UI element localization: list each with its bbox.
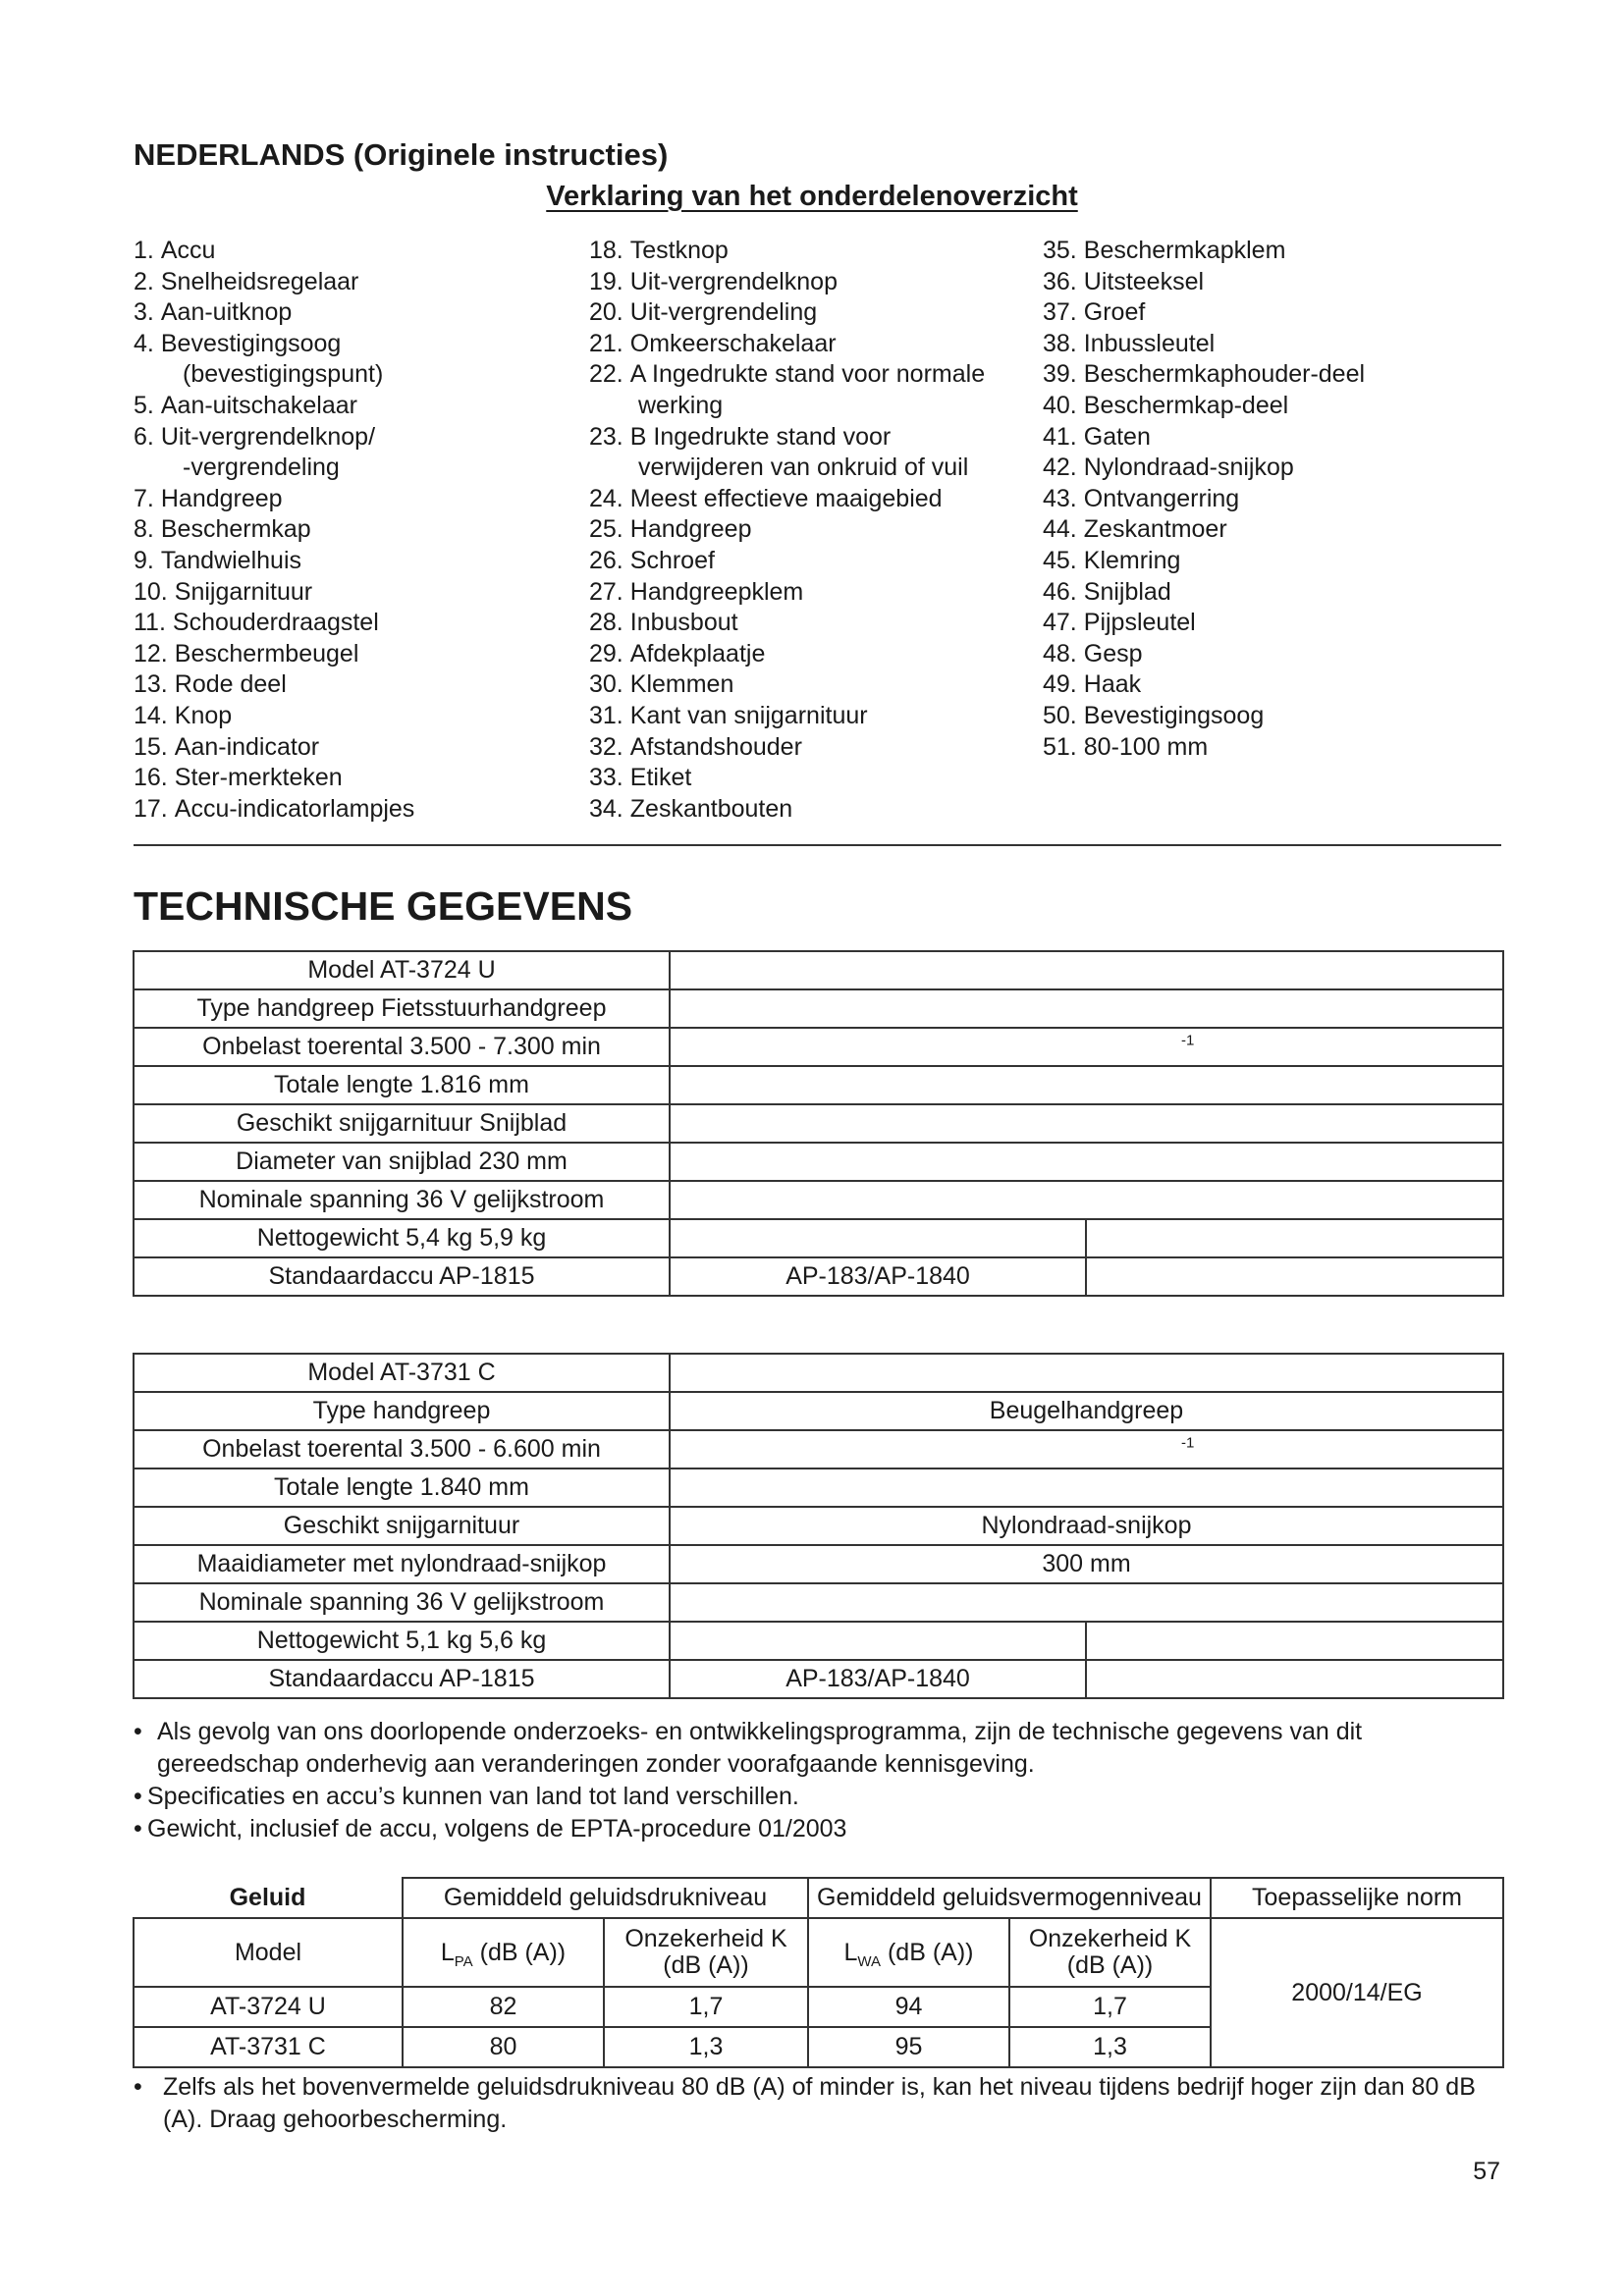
section-divider bbox=[134, 844, 1501, 846]
part-label: 20. bbox=[589, 298, 623, 327]
list-item: 37. Groef bbox=[1043, 297, 1514, 329]
list-item: 45. Klemring bbox=[1043, 546, 1514, 577]
list-item: 26. Schroef bbox=[589, 546, 1031, 577]
part-label: 8. bbox=[134, 515, 154, 544]
list-item: • Gewicht, inclusief de accu, volgens de EPTA-procedure 01/2003 bbox=[134, 1815, 847, 1842]
list-item: 24. Meest effectieve maaigebied bbox=[589, 484, 1031, 515]
list-item: 4. Bevestigingsoog bbox=[134, 329, 566, 360]
list-item: • Als gevolg van ons doorlopende onderzoeks- en ontwikkelingsprogramma, zijn de technische gegevens van dit gereedschap onderhevig aan veranderingen zonder voorafgaande kennisgeving. bbox=[134, 1718, 1363, 1778]
part-label: 2. bbox=[134, 267, 154, 295]
part-label: 25. bbox=[589, 515, 623, 544]
lpa-header: $L_{PA}$ (dB (A)) bbox=[403, 1918, 604, 1987]
list-item: 17. Accu-indicatorlampjes bbox=[134, 794, 566, 826]
part-label: 22. bbox=[589, 360, 623, 389]
list-item: 32. Afstandshouder bbox=[589, 732, 1031, 764]
cutting-tool: Geschikt snijgarnituur bbox=[134, 1507, 670, 1545]
no-load-speed: Onbelast toerental 3.500 - 6.600 min bbox=[134, 1430, 670, 1468]
list-item: 40. Beschermkap-deel bbox=[1043, 391, 1514, 422]
table-row bbox=[134, 1392, 1503, 1430]
list-item: 19. Uit-vergrendelknop bbox=[589, 267, 1031, 298]
table-row bbox=[134, 1066, 1503, 1104]
list-item: 13. Rode deel bbox=[134, 669, 566, 701]
spec-notes bbox=[134, 1716, 1503, 1845]
part-label: 31. bbox=[589, 701, 623, 729]
table-row bbox=[134, 1878, 1503, 1918]
list-item: 51. 80-100 mm bbox=[1043, 732, 1514, 764]
battery-value: AP-183/AP-1840 bbox=[670, 1257, 1086, 1296]
standard-battery: Standaardaccu AP-1815 bbox=[134, 1660, 670, 1698]
table-row bbox=[134, 1181, 1503, 1219]
applicable-norm-header: Toepasselijke norm bbox=[1211, 1878, 1503, 1918]
part-label: 13. bbox=[134, 670, 168, 699]
page-number: 57 bbox=[1473, 2158, 1500, 2185]
list-item: 46. Snijblad bbox=[1043, 577, 1514, 609]
table-row bbox=[134, 1660, 1503, 1698]
part-label: 4. bbox=[134, 329, 154, 357]
list-item: 1. Accu bbox=[134, 236, 566, 267]
part-label: 12. bbox=[134, 639, 168, 667]
part-label: 29. bbox=[589, 639, 623, 667]
part-label: 1. bbox=[134, 237, 154, 264]
list-item: 34. Zeskantbouten bbox=[589, 794, 1031, 826]
list-item: 39. Beschermkaphouder-deel bbox=[1043, 359, 1514, 391]
list-item-continuation: verwijderen van onkruid of vuil bbox=[638, 454, 969, 482]
norm-value: 2000/14/EG bbox=[1211, 1918, 1503, 2067]
part-label: 21. bbox=[589, 329, 623, 357]
list-item: 8. Beschermkap bbox=[134, 514, 566, 546]
part-label: 46. bbox=[1043, 577, 1077, 606]
noise-table bbox=[133, 1877, 1504, 2068]
list-item: 9. Tandwielhuis bbox=[134, 546, 566, 577]
list-item: 30. Klemmen bbox=[589, 669, 1031, 701]
part-label: 7. bbox=[134, 484, 154, 512]
list-item-continuation: -vergrendeling bbox=[183, 454, 340, 482]
part-label: 51. bbox=[1043, 732, 1077, 761]
cutting-tool: Geschikt snijgarnituur Snijblad bbox=[134, 1104, 670, 1143]
part-label: 6. bbox=[134, 422, 154, 451]
part-label: 38. bbox=[1043, 329, 1077, 357]
part-label: 44. bbox=[1043, 515, 1077, 544]
list-item: 18. Testknop bbox=[589, 236, 1031, 267]
part-label: 40. bbox=[1043, 391, 1077, 419]
table-row: AT-3731 C 80 1,3 95 1,3 bbox=[134, 2027, 1503, 2067]
rated-voltage: Nominale spanning 36 V gelijkstroom bbox=[134, 1583, 670, 1622]
spec-table-at3724u bbox=[133, 950, 1504, 1297]
part-label: 18. bbox=[589, 237, 623, 264]
part-label: 32. bbox=[589, 732, 623, 761]
parts-column-2 bbox=[589, 236, 1031, 825]
sound-power-header: Gemiddeld geluidsvermogenniveau bbox=[808, 1878, 1211, 1918]
cutting-diameter-value: 300 mm bbox=[670, 1545, 1503, 1583]
list-item: 6. Uit-vergrendelknop/ bbox=[134, 422, 566, 454]
spec-table-at3731c bbox=[133, 1353, 1504, 1699]
list-item: 31. Kant van snijgarnituur bbox=[589, 701, 1031, 732]
handle-type: Type handgreep bbox=[134, 1392, 670, 1430]
handle-type-value: Beugelhandgreep bbox=[670, 1392, 1503, 1430]
part-label: 33. bbox=[589, 764, 623, 792]
part-label: 9. bbox=[134, 546, 154, 574]
model-header: Model bbox=[134, 1918, 403, 1987]
table-row bbox=[134, 1354, 1503, 1392]
speed-unit-exponent: -1 bbox=[1181, 1434, 1195, 1452]
part-label: 36. bbox=[1043, 267, 1077, 295]
part-label: 42. bbox=[1043, 454, 1077, 482]
blade-diameter: Diameter van snijblad 230 mm bbox=[134, 1143, 670, 1181]
part-label: 10. bbox=[134, 577, 168, 606]
list-item: 11. Schouderdraagstel bbox=[134, 608, 566, 639]
list-item: 5. Aan-uitschakelaar bbox=[134, 391, 566, 422]
part-label: 43. bbox=[1043, 484, 1077, 512]
list-item-continuation: werking bbox=[638, 391, 724, 419]
list-item: 15. Aan-indicator bbox=[134, 732, 566, 764]
list-item: 14. Knop bbox=[134, 701, 566, 732]
list-item: 20. Uit-vergrendeling bbox=[589, 297, 1031, 329]
sound-pressure-header: Gemiddeld geluidsdrukniveau bbox=[403, 1878, 808, 1918]
part-label: 49. bbox=[1043, 670, 1077, 699]
part-label: 39. bbox=[1043, 360, 1077, 389]
table-row bbox=[134, 1622, 1503, 1660]
list-item: 41. Gaten bbox=[1043, 422, 1514, 454]
overall-length: Totale lengte 1.840 mm bbox=[134, 1468, 670, 1507]
part-label: 27. bbox=[589, 577, 623, 606]
part-label: 47. bbox=[1043, 609, 1077, 637]
part-label: 30. bbox=[589, 670, 623, 699]
list-item: 28. Inbusbout bbox=[589, 608, 1031, 639]
overall-length: Totale lengte 1.816 mm bbox=[134, 1066, 670, 1104]
table-row bbox=[134, 1507, 1503, 1545]
part-label: 19. bbox=[589, 267, 623, 295]
list-item: 10. Snijgarnituur bbox=[134, 577, 566, 609]
handle-type: Type handgreep Fietsstuurhandgreep bbox=[134, 989, 670, 1028]
language-title: NEDERLANDS (Originele instructies) bbox=[134, 137, 669, 172]
list-item: 49. Haak bbox=[1043, 669, 1514, 701]
list-item: 36. Uitsteeksel bbox=[1043, 267, 1514, 298]
rated-voltage: Nominale spanning 36 V gelijkstroom bbox=[134, 1181, 670, 1219]
list-item: 2. Snelheidsregelaar bbox=[134, 267, 566, 298]
part-label: 28. bbox=[589, 609, 623, 637]
part-label: 3. bbox=[134, 298, 154, 327]
table-row bbox=[134, 951, 1503, 989]
table-row bbox=[134, 1257, 1503, 1296]
parts-column-1 bbox=[134, 236, 566, 825]
list-item: 21. Omkeerschakelaar bbox=[589, 329, 1031, 360]
part-label: 16. bbox=[134, 764, 168, 792]
parts-column-3 bbox=[1043, 236, 1514, 763]
table-row bbox=[134, 1468, 1503, 1507]
table-row bbox=[134, 1430, 1503, 1468]
part-label: 41. bbox=[1043, 422, 1077, 451]
net-weight: Nettogewicht 5,4 kg 5,9 kg bbox=[134, 1219, 670, 1257]
list-item: 48. Gesp bbox=[1043, 639, 1514, 670]
parts-list-title-text: Verklaring van het onderdelenoverzicht bbox=[546, 181, 1078, 212]
part-label: 17. bbox=[134, 794, 168, 823]
list-item: 23. B Ingedrukte stand voor bbox=[589, 422, 1031, 454]
noise-warning: • Zelfs als het bovenvermelde geluidsdrukniveau 80 dB (A) of minder is, kan het niveau tijdens bedrijf hoger zijn dan 80 dB (A). Draag gehoorbescherming. bbox=[134, 2073, 1476, 2133]
part-label: 48. bbox=[1043, 639, 1077, 667]
part-label: 35. bbox=[1043, 237, 1077, 264]
list-item: 12. Beschermbeugel bbox=[134, 639, 566, 670]
list-item: 29. Afdekplaatje bbox=[589, 639, 1031, 670]
cutting-tool-value: Nylondraad-snijkop bbox=[670, 1507, 1503, 1545]
table-row bbox=[134, 1104, 1503, 1143]
standard-battery: Standaardaccu AP-1815 bbox=[134, 1257, 670, 1296]
part-label: 11. bbox=[134, 609, 166, 637]
list-item-continuation: (bevestigingspunt) bbox=[183, 360, 384, 389]
part-label: 24. bbox=[589, 484, 623, 512]
part-label: 15. bbox=[134, 732, 168, 761]
list-item: 44. Zeskantmoer bbox=[1043, 514, 1514, 546]
table-row bbox=[134, 1219, 1503, 1257]
list-item: 3. Aan-uitknop bbox=[134, 297, 566, 329]
part-label: 45. bbox=[1043, 546, 1077, 574]
part-label: 26. bbox=[589, 546, 623, 574]
list-item: 47. Pijpsleutel bbox=[1043, 608, 1514, 639]
table-row: AT-3724 U 82 1,7 94 1,7 bbox=[134, 1987, 1503, 2027]
model-label: Model AT-3724 U bbox=[134, 951, 670, 989]
list-item: 33. Etiket bbox=[589, 763, 1031, 794]
noise-title: Geluid bbox=[134, 1878, 403, 1918]
uncertainty-header: Onzekerheid K (dB (A)) bbox=[604, 1918, 808, 1987]
battery-value: AP-183/AP-1840 bbox=[670, 1660, 1086, 1698]
table-row bbox=[134, 1143, 1503, 1181]
list-item: 27. Handgreepklem bbox=[589, 577, 1031, 609]
no-load-speed: Onbelast toerental 3.500 - 7.300 min bbox=[134, 1028, 670, 1066]
speed-unit-exponent: -1 bbox=[1181, 1032, 1195, 1049]
list-item: 22. A Ingedrukte stand voor normale bbox=[589, 359, 1031, 391]
part-label: 37. bbox=[1043, 298, 1077, 327]
table-row bbox=[134, 989, 1503, 1028]
uncertainty-header: Onzekerheid K (dB (A)) bbox=[1009, 1918, 1211, 1987]
part-label: 50. bbox=[1043, 701, 1077, 729]
list-item: 16. Ster-merkteken bbox=[134, 763, 566, 794]
part-label: 23. bbox=[589, 422, 623, 451]
list-item: 42. Nylondraad-snijkop bbox=[1043, 453, 1514, 484]
list-item: 25. Handgreep bbox=[589, 514, 1031, 546]
list-item: 38. Inbussleutel bbox=[1043, 329, 1514, 360]
model-label: Model AT-3731 C bbox=[134, 1354, 670, 1392]
list-item: 43. Ontvangerring bbox=[1043, 484, 1514, 515]
table-row bbox=[134, 1028, 1503, 1066]
list-item: • Specificaties en accu’s kunnen van land tot land verschillen. bbox=[134, 1783, 799, 1810]
net-weight: Nettogewicht 5,1 kg 5,6 kg bbox=[134, 1622, 670, 1660]
list-item: 50. Bevestigingsoog bbox=[1043, 701, 1514, 732]
part-label: 5. bbox=[134, 391, 154, 419]
parts-list-title bbox=[0, 181, 1624, 213]
list-item: 7. Handgreep bbox=[134, 484, 566, 515]
tech-specs-title: TECHNISCHE GEGEVENS bbox=[134, 883, 633, 929]
list-item: 35. Beschermkapklem bbox=[1043, 236, 1514, 267]
table-row bbox=[134, 1583, 1503, 1622]
lwa-header: $L_{WA}$ (dB (A)) bbox=[808, 1918, 1009, 1987]
part-label: 34. bbox=[589, 794, 623, 823]
cutting-diameter: Maaidiameter met nylondraad-snijkop bbox=[134, 1545, 670, 1583]
part-label: 14. bbox=[134, 701, 168, 729]
table-row bbox=[134, 1918, 1503, 1987]
table-row bbox=[134, 1545, 1503, 1583]
